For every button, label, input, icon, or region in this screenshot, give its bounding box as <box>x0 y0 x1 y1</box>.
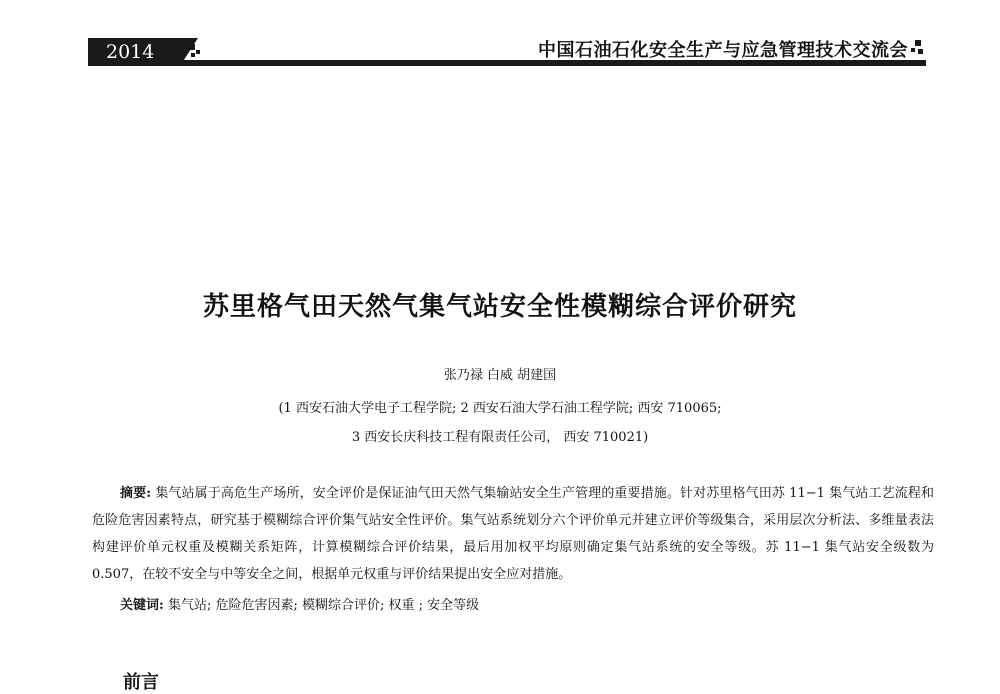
running-header <box>88 36 926 66</box>
header-ornament-square <box>915 40 921 46</box>
section-heading: 前言 <box>123 672 159 693</box>
abstract-label: 摘要: <box>120 486 152 501</box>
abstract-text: 集气站属于高危生产场所，安全评价是保证油气田天然气集输站安全生产管理的重要措施。针对苏里格气田苏 11−1 集气站工艺流程和危险危害因素特点，研究基于模糊综合评价集气站安全性评价。集气站系统划分六个评价单元并建立评价等级集合，采用层次分析法、多维量表法构建评价单元权重及模糊关系矩阵，计算模糊综合评价结果，最后用加权平均原则确定集气站系统的安全等级。苏 11−1 集气站安全级数为 0.507，在较不安全与中等安全之间，根据单元权重与评价结果提出安全应对措施。 <box>92 486 934 582</box>
paper-title: 苏里格气田天然气集气站安全性模糊综合评价研究 <box>202 292 797 322</box>
author-list: 张乃禄 白威 胡建国 <box>443 368 557 383</box>
conference-name: 中国石油石化安全生产与应急管理技术交流会 <box>538 40 908 61</box>
affiliation-line: (1 西安石油大学电子工程学院; 2 西安石油大学石油工程学院; 西安 710065; <box>278 401 722 416</box>
keywords-text: 集气站; 危险危害因素; 模糊综合评价; 权重 ; 安全等级 <box>167 598 480 613</box>
header-ornament-square <box>918 49 923 54</box>
header-ornament-square <box>189 44 195 50</box>
abstract <box>92 480 934 588</box>
affiliation-line: 3 西安长庆科技工程有限责任公司， 西安 710021) <box>351 430 649 445</box>
header-year: 2014 <box>88 38 180 66</box>
keywords-label: 关键词: <box>120 598 164 613</box>
header-ornament-square <box>196 50 200 54</box>
header-ornament-square <box>911 48 915 52</box>
header-ornament-square <box>191 53 195 57</box>
keywords <box>120 594 479 613</box>
